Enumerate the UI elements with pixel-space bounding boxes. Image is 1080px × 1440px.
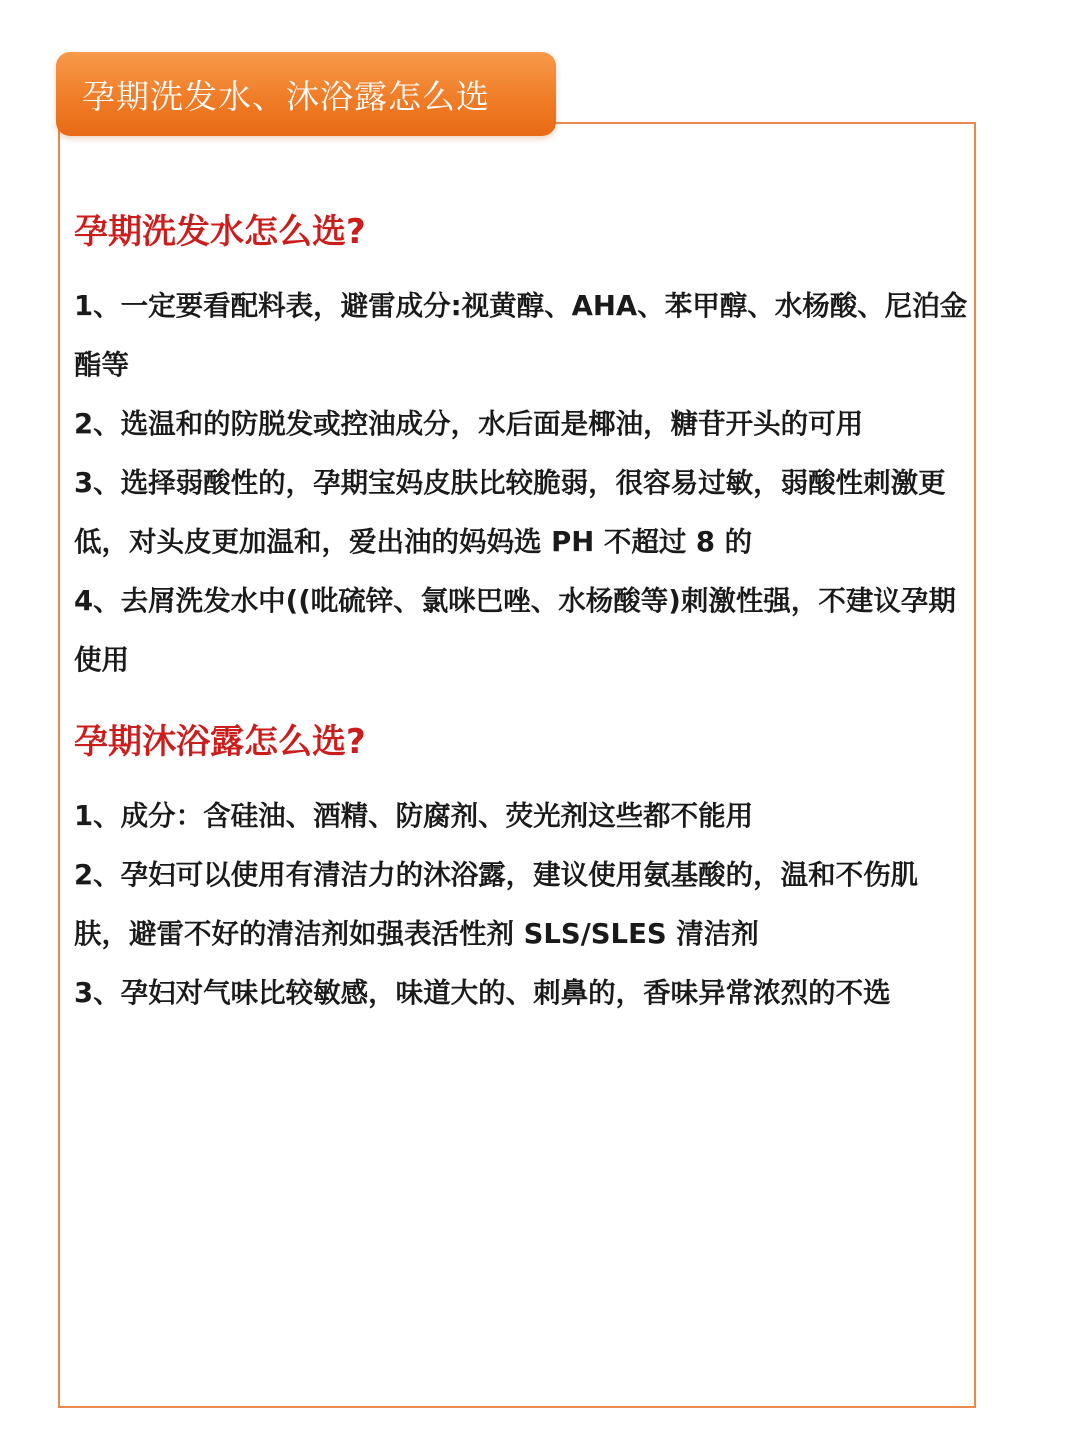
shampoo-tip-2: 2、选温和的防脱发或控油成分，水后面是椰油，糖苷开头的可用 [74,408,864,440]
shampoo-section-heading: 孕期洗发水怎么选? [74,212,366,252]
title-banner [56,52,556,136]
shampoo-tip-1: 1、一定要看配料表，避雷成分:视黄醇、AHA、苯甲醇、水杨酸、尼泊金酯等 [74,290,968,381]
content-area [74,200,968,1023]
body-wash-tips-list [74,787,968,1023]
page-title: 孕期洗发水、沐浴露怎么选 [82,76,490,116]
shampoo-tips-list [74,277,968,690]
body-wash-section [74,710,968,1023]
body-wash-tip-3: 3、孕妇对气味比较敏感，味道大的、刺鼻的，香味异常浓烈的不选 [74,977,891,1009]
body-wash-section-heading: 孕期沐浴露怎么选? [74,722,366,762]
shampoo-tip-4: 4、去屑洗发水中((吡硫锌、氯咪巴唑、水杨酸等)刺激性强，不建议孕期使用 [74,585,956,676]
body-wash-tip-2: 2、孕妇可以使用有清洁力的沐浴露，建议使用氨基酸的，温和不伤肌肤，避雷不好的清洁剂如强表活性剂 SLS/SLES 清洁剂 [74,859,919,950]
shampoo-section [74,200,968,690]
body-wash-tip-1: 1、成分：含硅油、酒精、防腐剂、荧光剂这些都不能用 [74,800,754,832]
shampoo-tip-3: 3、选择弱酸性的，孕期宝妈皮肤比较脆弱，很容易过敏，弱酸性刺激更低，对头皮更加温和，爱出油的妈妈选 PH 不超过 8 的 [74,467,946,558]
